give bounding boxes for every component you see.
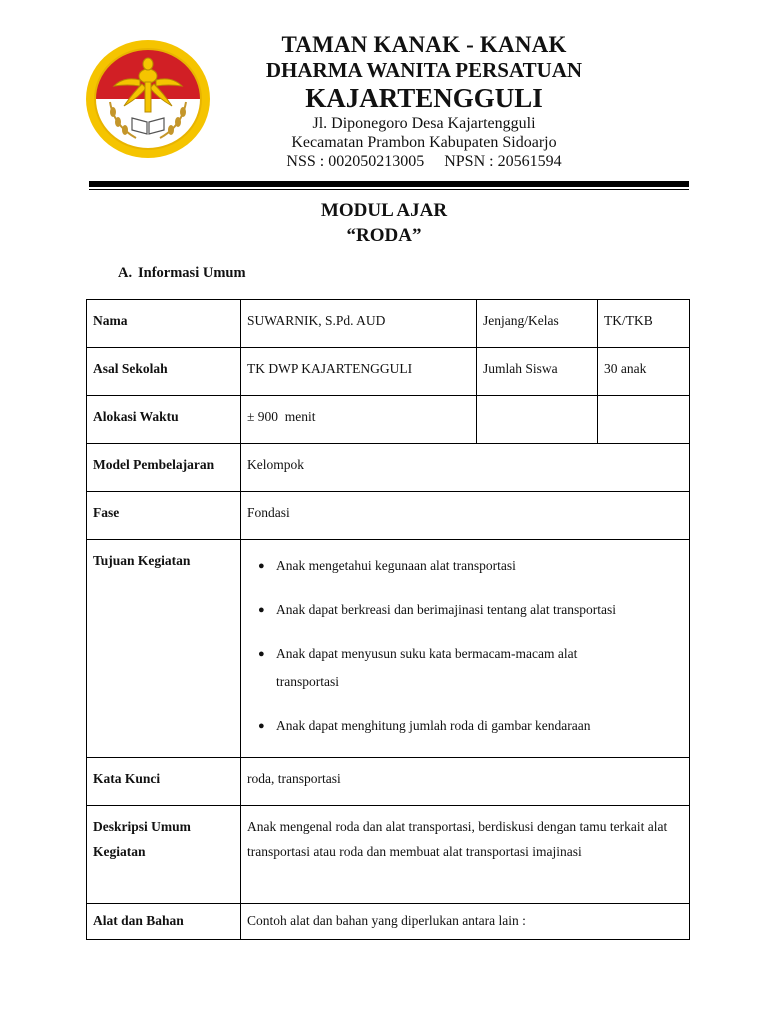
bullet-icon: ● — [258, 604, 265, 616]
nama-value: SUWARNIK, S.Pd. AUD — [241, 300, 477, 348]
tujuan-list — [247, 552, 683, 740]
table-row — [87, 904, 690, 940]
fase-value: Fondasi — [241, 492, 690, 540]
address-street: Jl. Diponegoro Desa Kajartengguli — [312, 115, 536, 132]
model-pembelajaran-value: Kelompok — [241, 444, 690, 492]
school-ids: NSS : 002050213005 NPSN : 20561594 — [286, 153, 562, 170]
asal-sekolah-label: Asal Sekolah — [87, 348, 241, 396]
jumlah-siswa-value: 30 anak — [598, 348, 690, 396]
jumlah-siswa-label: Jumlah Siswa — [477, 348, 598, 396]
deskripsi-value: Anak mengenal roda dan alat transportasi, berdiskusi dengan tamu terkait alat transportasi atau roda dan membuat alat transportasi imajinasi — [241, 806, 690, 904]
document-subtitle: “RODA” — [346, 225, 422, 246]
section-heading — [118, 265, 246, 282]
table-row — [87, 396, 690, 444]
table-row — [87, 492, 690, 540]
table-row — [87, 540, 690, 758]
general-info-table — [86, 299, 690, 940]
bullet-icon: ● — [258, 648, 265, 660]
letterhead-divider — [89, 181, 689, 187]
list-item: ● Anak dapat menghitung jumlah roda di gambar kendaraan — [247, 712, 683, 740]
alat-bahan-label: Alat dan Bahan — [87, 904, 241, 940]
school-logo — [84, 38, 212, 160]
empty-cell — [477, 396, 598, 444]
bullet-icon: ● — [258, 560, 265, 572]
nama-label: Nama — [87, 300, 241, 348]
section-label: Informasi Umum — [138, 265, 246, 281]
letterhead-divider-thin — [89, 189, 689, 190]
alokasi-waktu-value: ± 900 menit — [241, 396, 477, 444]
table-row — [87, 444, 690, 492]
kata-kunci-label: Kata Kunci — [87, 758, 241, 806]
institution-organization: DHARMA WANITA PERSATUAN — [265, 58, 583, 82]
asal-sekolah-value: TK DWP KAJARTENGGULI — [241, 348, 477, 396]
jenjang-value: TK/TKB — [598, 300, 690, 348]
section-number: A. — [118, 265, 133, 281]
table-row — [87, 300, 690, 348]
tujuan-kegiatan-label: Tujuan Kegiatan — [87, 540, 241, 758]
list-item: ● Anak mengetahui kegunaan alat transportasi — [247, 552, 683, 580]
tujuan-kegiatan-value — [241, 540, 690, 758]
bullet-icon: ● — [258, 720, 265, 732]
document-title: MODUL AJAR — [320, 200, 448, 221]
table-row — [87, 806, 690, 904]
institution-name: KAJARTENGGULI — [305, 83, 543, 113]
kata-kunci-value: roda, transportasi — [241, 758, 690, 806]
empty-cell — [598, 396, 690, 444]
institution-type: TAMAN KANAK - KANAK — [281, 32, 567, 57]
address-region: Kecamatan Prambon Kabupaten Sidoarjo — [291, 134, 557, 151]
deskripsi-label: Deskripsi Umum Kegiatan — [87, 806, 241, 904]
table-row — [87, 348, 690, 396]
alokasi-waktu-label: Alokasi Waktu — [87, 396, 241, 444]
dharma-wanita-emblem-icon — [84, 38, 212, 160]
list-item: ● Anak dapat berkreasi dan berimajinasi tentang alat transportasi — [247, 596, 683, 624]
fase-label: Fase — [87, 492, 241, 540]
letterhead — [200, 32, 648, 171]
jenjang-label: Jenjang/Kelas — [477, 300, 598, 348]
model-pembelajaran-label: Model Pembelajaran — [87, 444, 241, 492]
list-item: ● Anak dapat menyusun suku kata bermacam-macam alat transportasi — [247, 640, 683, 696]
table-row — [87, 758, 690, 806]
alat-bahan-value: Contoh alat dan bahan yang diperlukan antara lain : — [241, 904, 690, 940]
